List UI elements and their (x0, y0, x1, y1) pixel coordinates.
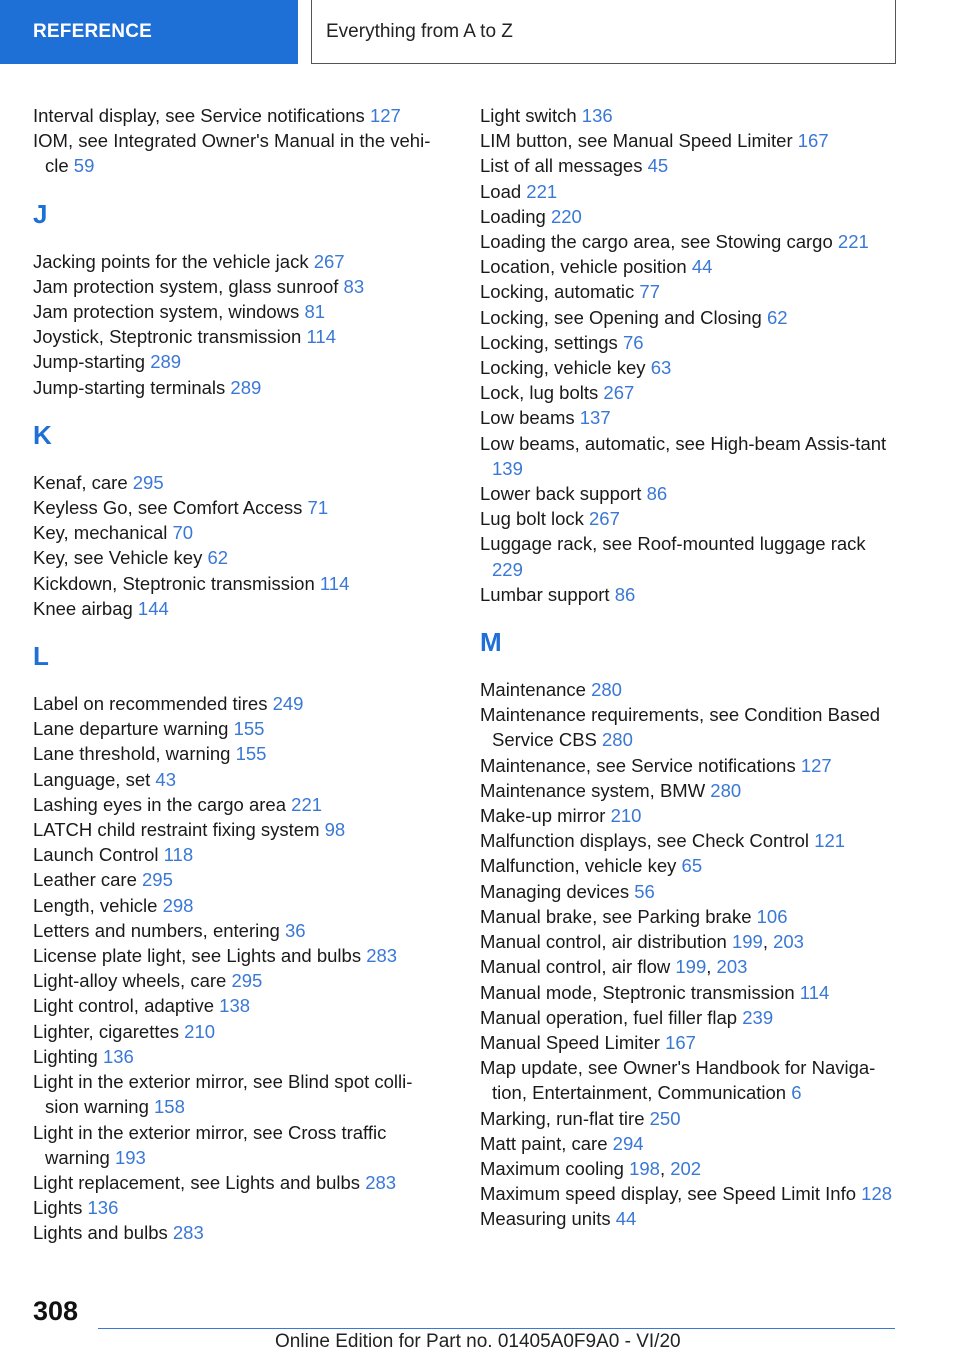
index-entry-text: Language, set (33, 768, 151, 790)
index-entry-text: Lights (33, 1197, 83, 1219)
page-reference-link[interactable]: 62 (766, 306, 788, 328)
index-entry (480, 380, 900, 405)
index-entry-text: Lighter, cigarettes (33, 1020, 180, 1042)
index-entry (480, 103, 900, 128)
index-entry-text: Malfunction, vehicle key (480, 855, 677, 877)
index-entry (480, 355, 900, 380)
page-reference-link[interactable]: 158 (154, 1096, 185, 1118)
page-reference-link[interactable]: 280 (710, 779, 742, 801)
index-entry-text: Key, mechanical (33, 522, 168, 544)
index-entry (480, 481, 900, 506)
page-reference-link[interactable]: 198 (629, 1157, 660, 1179)
index-entry-text: Location, vehicle position (480, 256, 687, 278)
page-reference-link[interactable]: 267 (313, 250, 345, 272)
index-entry (480, 179, 900, 204)
index-entry: Maximum cooling 198, 202 (480, 1157, 702, 1179)
index-entry (480, 506, 900, 531)
index-entry-text: Lower back support (480, 483, 642, 505)
index-entry-text: Kickdown, Steptronic transmission (33, 572, 315, 594)
page-reference-link[interactable]: 77 (639, 281, 660, 303)
page-reference-link[interactable]: 280 (602, 729, 633, 751)
index-entry (33, 274, 443, 299)
index-entry (480, 904, 900, 929)
index-entry-text: Low beams (480, 407, 575, 429)
index-entry: Manual control, air distribution 199, 203 (480, 931, 804, 953)
page-reference-link[interactable]: 283 (365, 1171, 397, 1193)
index-entry-text: Loading the cargo area, see Stowing cargo (480, 231, 833, 253)
page-reference-link[interactable]: 221 (526, 180, 558, 202)
index-entry (33, 1044, 443, 1069)
index-entry (480, 1181, 900, 1206)
index-entry (33, 1069, 443, 1119)
page-reference-link[interactable]: 295 (132, 471, 164, 493)
index-entry-text: Maintenance system, BMW (480, 779, 706, 801)
index-entry-text: Luggage rack, see Roof-mounted luggage rack (480, 533, 866, 555)
index-entry-text: Light in the exterior mirror, see Blind spot colli‐sion warning (33, 1071, 413, 1118)
index-entry (33, 299, 443, 324)
index-entry-text: Key, see Vehicle key (33, 547, 203, 569)
index-entry-text: Jump-starting terminals (33, 376, 226, 398)
index-entry (480, 753, 900, 778)
index-entry-text: Light-alloy wheels, care (33, 970, 227, 992)
index-entry (33, 1220, 443, 1245)
page-reference-link[interactable]: 239 (742, 1006, 774, 1028)
index-entry-text: Lashing eyes in the cargo area (33, 793, 287, 815)
index-entry-text: Make-up mirror (480, 805, 606, 827)
index-entry-text: Label on recommended tires (33, 693, 268, 715)
index-entry (33, 993, 443, 1018)
index-entry-text: List of all messages (480, 155, 643, 177)
index-entry (480, 305, 900, 330)
index-entry (33, 470, 443, 495)
chapter-title: Everything from A to Z (326, 20, 513, 42)
page-reference-link[interactable]: 210 (184, 1020, 216, 1042)
index-entry-text: Kenaf, care (33, 471, 128, 493)
index-entry-text: Lights and bulbs (33, 1222, 168, 1244)
index-entry (480, 702, 900, 752)
index-entry (480, 803, 900, 828)
page-reference-link[interactable]: 294 (612, 1132, 644, 1154)
section-tab (0, 0, 298, 64)
page-reference-link[interactable]: 70 (172, 522, 194, 544)
index-entry-text: Manual brake, see Parking brake (480, 905, 752, 927)
index-entry (480, 531, 900, 581)
index-entry (33, 792, 443, 817)
page-reference-link[interactable]: 118 (163, 844, 194, 866)
index-entry-text: Managing devices (480, 880, 630, 902)
page-reference-link[interactable]: 136 (87, 1197, 119, 1219)
index-entry (33, 943, 443, 968)
index-entry-text: IOM, see Integrated Owner's Manual in the vehi‐cle (33, 130, 431, 177)
index-letter-heading: J (33, 198, 48, 229)
index-entry-text: Locking, see Opening and Closing (480, 306, 762, 328)
page-reference-link[interactable]: 59 (73, 155, 95, 177)
index-entry-text: Length, vehicle (33, 894, 158, 916)
index-entry (33, 741, 443, 766)
index-entry (480, 582, 900, 607)
page-reference-link[interactable]: 283 (172, 1222, 204, 1244)
index-entry-text: Light control, adaptive (33, 995, 215, 1017)
index-entry-text: Low beams, automatic, see High-beam Assis‐tant (480, 432, 887, 454)
index-entry-text: Locking, settings (480, 331, 618, 353)
index-entry-text: LIM button, see Manual Speed Limiter (480, 130, 793, 152)
index-column-left (33, 103, 443, 1246)
page-reference-link[interactable]: 295 (231, 970, 263, 992)
page-reference-link[interactable]: 114 (799, 981, 830, 1003)
index-entry-text: Lock, lug bolts (480, 382, 599, 404)
page-reference-link[interactable]: 136 (102, 1045, 134, 1067)
index-entry (480, 431, 900, 481)
page-reference-link[interactable]: 71 (307, 497, 329, 519)
index-entry (480, 778, 900, 803)
page-reference-link[interactable]: 267 (603, 382, 635, 404)
index-entry (33, 918, 443, 943)
page-reference-link[interactable]: 203 (716, 956, 748, 978)
index-entry-text: Maintenance, see Service notifications (480, 754, 796, 776)
edition-info: Online Edition for Part no. 01405A0F9A0 - VI/20 (275, 1331, 681, 1352)
index-entry-text: Light switch (480, 105, 577, 126)
index-entry-text: Jump-starting (33, 351, 146, 373)
index-entry (480, 279, 900, 304)
index-entry-text: Knee airbag (33, 597, 133, 619)
index-entry-text: LATCH child restraint fixing system (33, 819, 320, 841)
index-entry (33, 1195, 443, 1220)
page-reference-link[interactable]: 127 (800, 754, 832, 776)
index-entry (33, 1170, 443, 1195)
index-letter-heading: L (33, 641, 49, 672)
page-reference-link[interactable]: 193 (114, 1146, 146, 1168)
page-reference-link[interactable]: 221 (291, 793, 323, 815)
index-entry-text: Maintenance (480, 679, 586, 701)
index-entry (33, 767, 443, 792)
index-letter-heading: M (480, 627, 502, 658)
index-entry-text: Locking, automatic (480, 281, 635, 303)
page-reference-link[interactable]: 44 (615, 1208, 637, 1230)
page-reference-link[interactable]: 167 (797, 130, 829, 152)
index-entry-text: Leather care (33, 869, 137, 891)
page-reference-link[interactable]: 86 (614, 583, 636, 605)
page-reference-link[interactable]: 250 (649, 1107, 681, 1129)
index-entry-text: Launch Control (33, 844, 159, 866)
page-reference-link[interactable]: 65 (681, 855, 703, 877)
index-entry (33, 128, 443, 178)
chapter-title-box (311, 0, 896, 64)
page-number: 308 (33, 1296, 79, 1326)
index-entry (33, 249, 443, 274)
page-reference-link[interactable]: 221 (837, 231, 869, 253)
index-entry (33, 691, 443, 716)
page-reference-link[interactable]: 289 (150, 351, 182, 373)
index-entry (33, 520, 443, 545)
footer-divider (98, 1328, 895, 1329)
page-reference-link[interactable]: 128 (861, 1183, 893, 1205)
page-reference-link[interactable]: 267 (589, 508, 620, 530)
index-entry (480, 1206, 900, 1231)
index-entry-text: Letters and numbers, entering (33, 919, 280, 941)
index-entry (480, 204, 900, 229)
page-reference-link[interactable]: 36 (284, 919, 306, 941)
index-entry (33, 103, 443, 128)
index-entry (480, 1030, 900, 1055)
page-reference-link[interactable]: 43 (155, 768, 176, 790)
index-entry-text: Loading (480, 205, 546, 227)
index-entry-text: Jacking points for the vehicle jack (33, 250, 309, 272)
page-reference-link[interactable]: 203 (773, 931, 804, 953)
index-letter-heading: K (33, 419, 52, 450)
page-reference-link[interactable]: 63 (650, 357, 672, 379)
page-reference-link[interactable]: 62 (207, 547, 229, 569)
page-reference-link[interactable]: 83 (343, 275, 365, 297)
page-reference-link[interactable]: 106 (756, 905, 788, 927)
index-entry-text: Maximum cooling (480, 1157, 624, 1179)
page-reference-link[interactable]: 199 (731, 931, 763, 953)
index-entry (480, 828, 900, 853)
index-entry (33, 817, 443, 842)
page-reference-link[interactable]: 45 (647, 155, 669, 177)
page-reference-link[interactable]: 298 (162, 894, 194, 916)
index-entry-text: Maintenance requirements, see Condition Based Service CBS (480, 704, 881, 751)
page-reference-link[interactable]: 283 (366, 945, 398, 967)
index-entry-text: Lug bolt lock (480, 508, 584, 530)
index-entry (480, 879, 900, 904)
page-reference-link[interactable]: 6 (791, 1082, 802, 1104)
index-entry (480, 677, 900, 702)
page-reference-link[interactable]: 86 (646, 483, 668, 505)
page-reference-link[interactable]: 81 (304, 301, 326, 323)
index-entry (480, 1131, 900, 1156)
page-reference-link[interactable]: 127 (369, 105, 401, 126)
page-reference-link[interactable]: 289 (230, 376, 262, 398)
index-entry-text: Map update, see Owner's Handbook for Naviga‐tion, Entertainment, Communication (480, 1057, 876, 1104)
page-reference-link[interactable]: 136 (581, 105, 613, 126)
index-entry (33, 842, 443, 867)
index-entry (480, 229, 900, 254)
index-entry-text: Manual control, air distribution (480, 931, 727, 953)
index-entry (33, 324, 443, 349)
index-entry (33, 716, 443, 741)
index-entry (33, 1019, 443, 1044)
index-entry-text: Manual mode, Steptronic transmission (480, 981, 795, 1003)
index-entry (33, 375, 443, 400)
page-reference-link[interactable]: 167 (665, 1031, 696, 1053)
index-entry (33, 495, 443, 520)
index-entry (480, 330, 900, 355)
index-entry-text: Light in the exterior mirror, see Cross traffic warning (33, 1121, 387, 1168)
index-entry-text: Lighting (33, 1045, 98, 1067)
index-entry-text: Manual Speed Limiter (480, 1031, 660, 1053)
section-label: REFERENCE (33, 21, 152, 42)
page-reference-link[interactable]: 144 (137, 597, 169, 619)
index-entry (33, 968, 443, 993)
page-reference-link[interactable]: 121 (814, 830, 846, 852)
page-reference-link[interactable]: 139 (492, 457, 523, 479)
index-entry (480, 254, 900, 279)
index-entry (33, 571, 443, 596)
page-reference-link[interactable]: 98 (324, 819, 346, 841)
index-entry-text: Jam protection system, windows (33, 301, 300, 323)
index-entry (33, 596, 443, 621)
page-reference-link[interactable]: 220 (550, 205, 582, 227)
page-reference-link[interactable]: 138 (219, 995, 251, 1017)
index-entry-text: Lumbar support (480, 583, 610, 605)
index-entry (480, 1005, 900, 1030)
index-entry-text: Measuring units (480, 1208, 611, 1230)
index-entry-text: Manual control, air flow (480, 956, 671, 978)
index-entry-text: Locking, vehicle key (480, 357, 646, 379)
page-reference-link[interactable]: 114 (319, 572, 350, 594)
index-entry: Manual control, air flow 199, 203 (480, 956, 748, 978)
page-reference-link[interactable]: 210 (610, 805, 642, 827)
index-entry-text: Keyless Go, see Comfort Access (33, 497, 303, 519)
index-entry-text: Marking, run-flat tire (480, 1107, 645, 1129)
page-reference-link[interactable]: 76 (622, 331, 644, 353)
index-entry-text: Interval display, see Service notifications (33, 105, 365, 126)
index-entry-text: Lane departure warning (33, 718, 229, 740)
index-entry (480, 1055, 900, 1105)
index-entry (480, 1106, 900, 1131)
index-entry (480, 153, 900, 178)
index-entry-text: Load (480, 180, 522, 202)
index-entry-text: Matt paint, care (480, 1132, 608, 1154)
page-reference-link[interactable]: 155 (233, 718, 265, 740)
index-entry-text: Jam protection system, glass sunroof (33, 275, 339, 297)
page-reference-link[interactable]: 249 (272, 693, 304, 715)
index-entry-text: Lane threshold, warning (33, 743, 231, 765)
page-reference-link[interactable]: 155 (235, 743, 267, 765)
page-reference-link[interactable]: 280 (591, 679, 622, 701)
index-entry (33, 349, 443, 374)
page-reference-link[interactable]: 202 (670, 1157, 702, 1179)
page-reference-link[interactable]: 44 (691, 256, 713, 278)
page-reference-link[interactable]: 137 (579, 407, 611, 429)
index-entry (33, 867, 443, 892)
page-reference-link[interactable]: 56 (634, 880, 655, 902)
index-entry-text: Manual operation, fuel filler flap (480, 1006, 738, 1028)
index-entry-text: Joystick, Steptronic transmission (33, 326, 302, 348)
index-entry (480, 980, 900, 1005)
index-entry (480, 853, 900, 878)
page-reference-link[interactable]: 114 (306, 326, 336, 348)
index-entry-text: Light replacement, see Lights and bulbs (33, 1171, 361, 1193)
index-entry (33, 545, 443, 570)
index-entry (33, 893, 443, 918)
page-reference-link[interactable]: 199 (675, 956, 707, 978)
index-entry-text: Malfunction displays, see Check Control (480, 830, 810, 852)
index-entry (480, 405, 900, 430)
index-entry-text: License plate light, see Lights and bulbs (33, 945, 362, 967)
page-reference-link[interactable]: 229 (492, 558, 523, 580)
page-reference-link[interactable]: 295 (142, 869, 173, 891)
index-entry-text: Maximum speed display, see Speed Limit Info (480, 1183, 857, 1205)
index-entry (33, 1120, 443, 1170)
index-entry (480, 128, 900, 153)
index-column-right (480, 103, 900, 1232)
